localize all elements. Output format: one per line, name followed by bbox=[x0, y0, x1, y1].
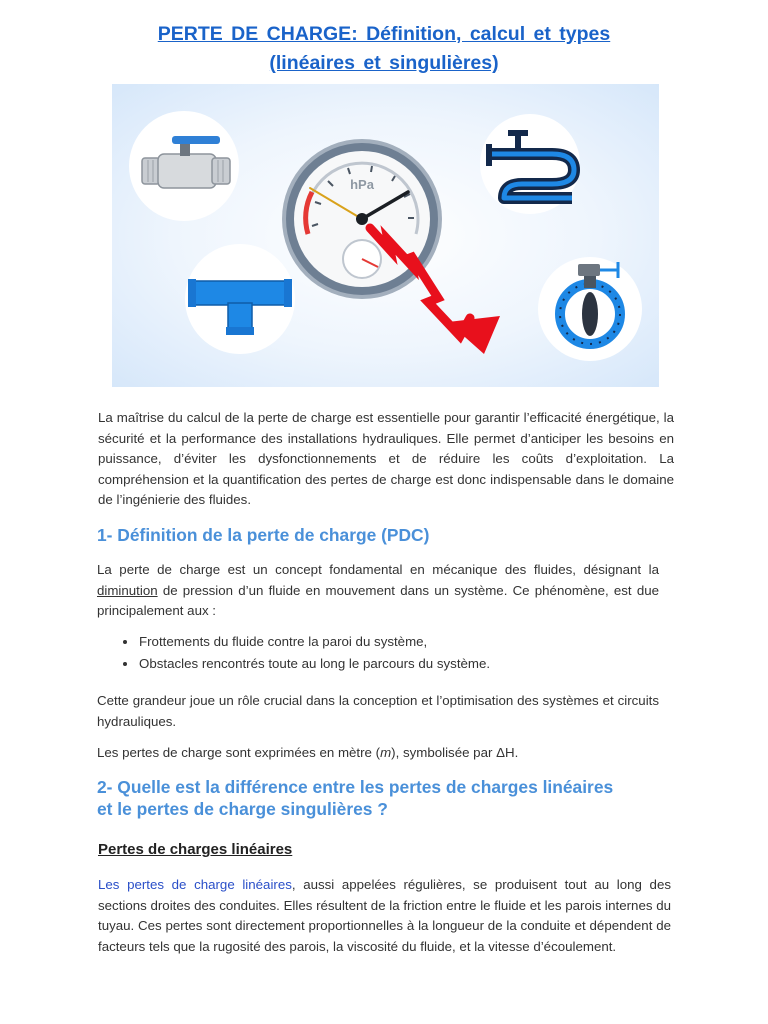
unit-symbol: m bbox=[380, 745, 392, 760]
sub-heading-linear-losses: Pertes de charges linéaires bbox=[98, 841, 293, 858]
section-1-heading: 1- Définition de la perte de charge (PDC) bbox=[97, 525, 430, 545]
page-title bbox=[100, 20, 668, 78]
title-line-2: (linéaires et singulières) bbox=[269, 52, 499, 74]
hero-illustration bbox=[112, 84, 659, 387]
section-2-heading: 2- Quelle est la différence entre les pertes de charges linéaires et le pertes de charge singulières ? bbox=[97, 777, 614, 819]
list-item: Obstacles rencontrés toute au long le parcours du système. bbox=[97, 653, 490, 675]
linear-losses-link[interactable]: Les pertes de charge linéaires bbox=[98, 877, 292, 892]
gauge-unit: hPa bbox=[350, 177, 374, 192]
intro-paragraph: La maîtrise du calcul de la perte de charge est essentielle pour garantir l’efficacité énergétique, la sécurité et la performance des installations hydrauliques. Elle permet d’anticiper les besoins en puissance, d’éviter les dysfonctionnements et de réduire les coûts d’exploitation. La compréhension et la quantification des pertes de charge est donc indispensable dans le domaine de l’ingénierie des fluides. bbox=[98, 410, 674, 508]
section-2-paragraph: Les pertes de charge linéaires, aussi appelées régulières, se produisent tout au long des sections droites des conduites. Elles résultent de la friction entre le fluide et les parois internes du tuyau. Ces pertes sont directement proportionnelles à la longueur de la conduite et dépendent de facteurs tels que la rugosité des parois, la viscosité du fluide, et la vitesse d’écoulement. bbox=[98, 877, 671, 954]
section-1-paragraph-2: Cette grandeur joue un rôle crucial dans la conception et l’optimisation des systèmes et circuits hydrauliques. bbox=[97, 693, 659, 729]
section-1-paragraph-3: Les pertes de charge sont exprimées en mètre (m), symbolisée par ΔH. bbox=[97, 745, 519, 760]
piping-icon bbox=[480, 114, 580, 214]
underlined-term: diminution bbox=[97, 582, 158, 598]
section-1-paragraph-1: La perte de charge est un concept fondamental en mécanique des fluides, désignant la diminution de pression d’un fluide en mouvement dans un système. Ce phénomène, est due principalement aux : bbox=[97, 562, 660, 619]
butterfly-valve-icon bbox=[538, 257, 642, 361]
cause-list bbox=[97, 631, 490, 674]
list-item: Frottements du fluide contre la paroi du système, bbox=[97, 631, 490, 653]
tee-fitting-icon bbox=[185, 244, 295, 354]
title-line-1: PERTE DE CHARGE: Définition, calcul et types bbox=[157, 23, 611, 45]
ball-valve-icon bbox=[129, 111, 239, 221]
